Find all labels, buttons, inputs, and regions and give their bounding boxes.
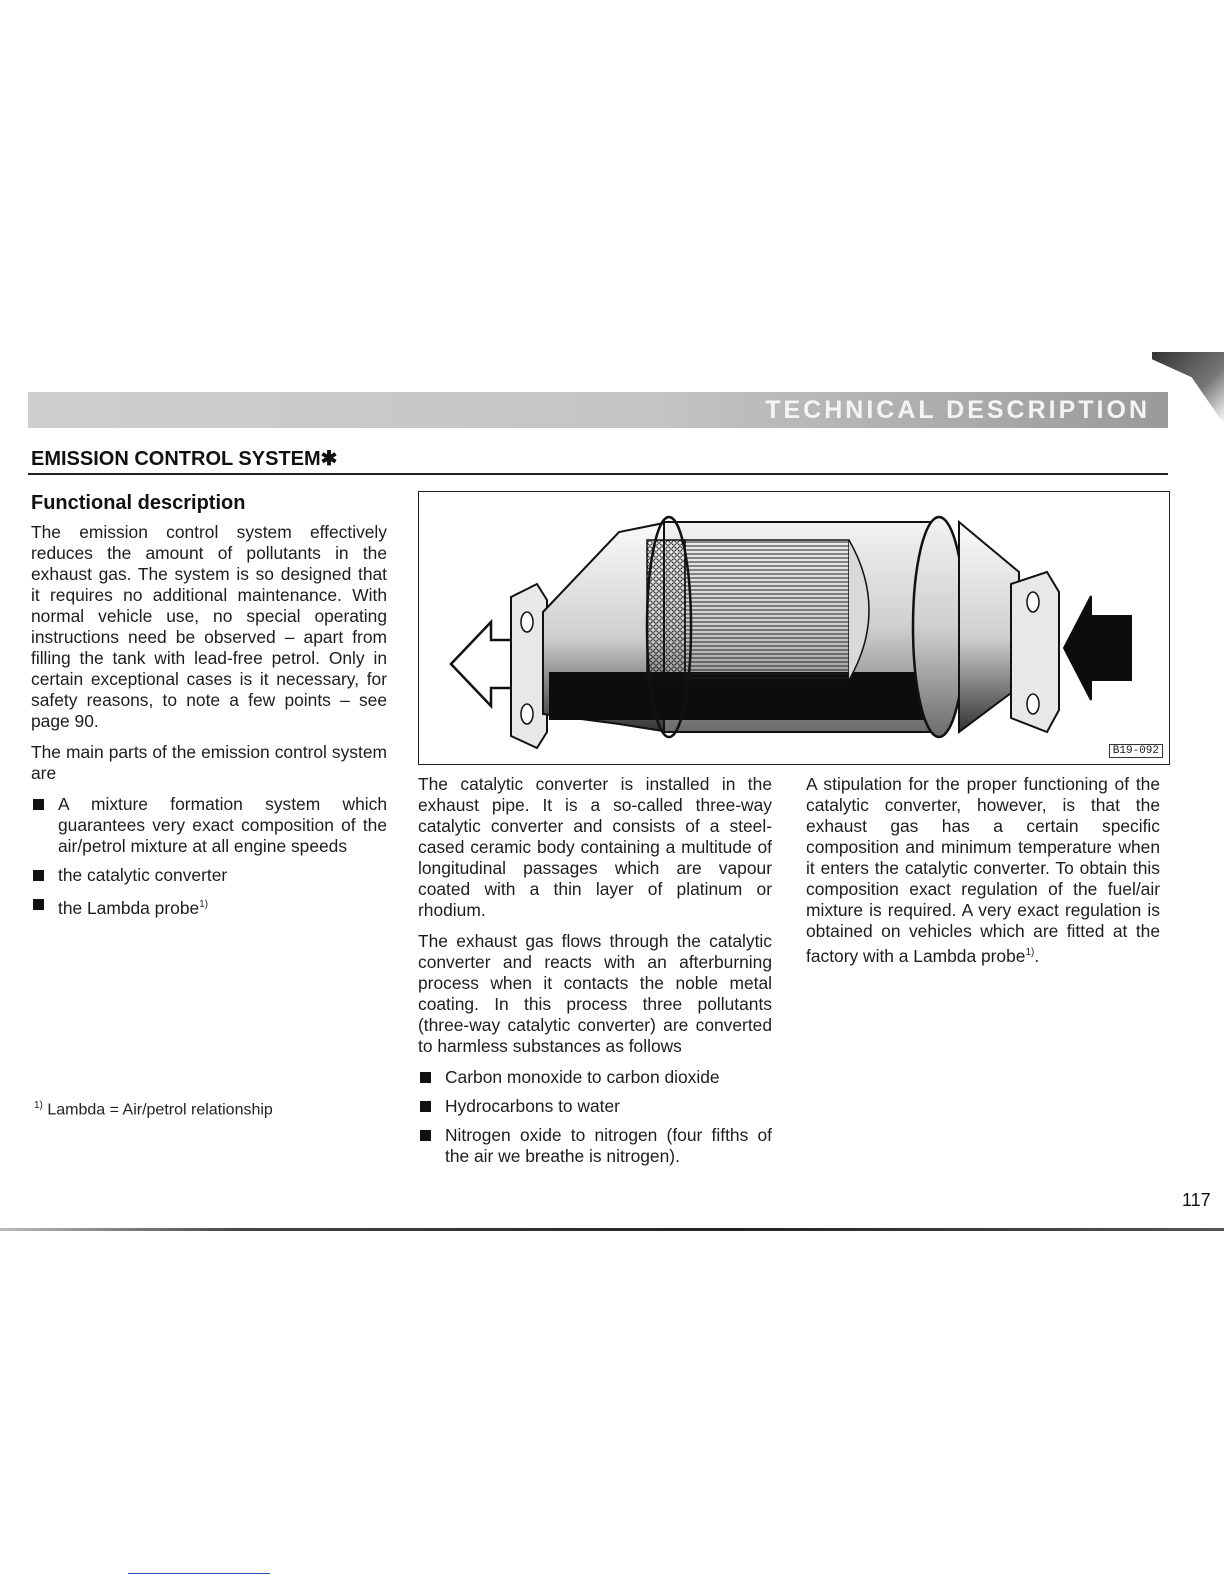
section-title: EMISSION CONTROL SYSTEM✱ [31, 448, 338, 470]
longitudinal-passages [685, 540, 849, 680]
catalytic-converter-figure [418, 491, 1170, 765]
inlet-arrow-icon [1064, 596, 1131, 700]
bullet-square-icon [420, 1101, 431, 1112]
ceramic-honeycomb [647, 540, 685, 680]
list-item [31, 865, 387, 886]
footnote-marker: 1) [1025, 947, 1035, 958]
bullet-square-icon [420, 1072, 431, 1083]
list-item-text: the Lambda probe [58, 897, 200, 918]
bullet-square-icon [33, 799, 44, 810]
main-parts-paragraph: The main parts of the emission control system are [31, 742, 387, 783]
bullet-square-icon [33, 899, 44, 910]
bullet-square-icon [420, 1130, 431, 1141]
page-number: 117 [1182, 1190, 1211, 1210]
footnote-marker: 1) [199, 899, 209, 910]
header-banner [28, 392, 1168, 428]
sentence-end: . [1034, 945, 1040, 966]
scan-edge-line [128, 1573, 270, 1574]
list-item-text: Hydrocarbons to water [445, 1096, 620, 1116]
list-item [418, 1125, 772, 1167]
subheading: Functional description [31, 492, 246, 514]
list-item [31, 794, 387, 857]
list-item-text: A mixture formation system which guarantees very exact composition of the air/petrol mixture at all engine speeds [58, 794, 387, 856]
exhaust-flow-paragraph: The exhaust gas flows through the catalytic converter and reacts with an afterburning process when it contacts the noble metal coating. In this process three pollutants (three-way catalytic converter) are converted to harmless substances as follows [418, 931, 772, 1056]
list-item [418, 1067, 772, 1088]
intro-paragraph: The emission control system effectively reduces the amount of pollutants in the exhaust gas. The system is so designed that it requires no additional maintenance. With normal vehicle use, no special operating instructions need be observed – apart from filling the tank with lead-free petrol. Only in certain exceptional cases is it necessary, for safety reasons, to note a few points – see page 90. [31, 522, 387, 731]
converter-paragraph: The catalytic converter is installed in the exhaust pipe. It is a so-called three-way catalytic converter and consists of a steel-cased ceramic body containing a multitude of longitudinal passages which are vapour coated with a thin layer of platinum or rhodium. [418, 774, 772, 920]
header-title: TECHNICAL DESCRIPTION [765, 396, 1150, 424]
left-column [31, 522, 387, 927]
bullet-square-icon [33, 870, 44, 881]
list-item-text: Nitrogen oxide to nitrogen (four fifths of the air we breathe is nitrogen). [445, 1125, 772, 1166]
footnote [34, 1100, 273, 1119]
right-column [806, 774, 1160, 977]
bottom-divider [0, 1228, 1224, 1231]
footnote-marker: 1) [34, 1100, 43, 1111]
list-item [418, 1096, 772, 1117]
figure-label: B19-092 [1109, 744, 1163, 758]
list-item-text: Carbon monoxide to carbon dioxide [445, 1067, 720, 1087]
list-item [31, 894, 387, 919]
inlet-ring [913, 517, 965, 737]
catalytic-converter-illustration [419, 492, 1169, 764]
list-item-text: the catalytic converter [58, 865, 228, 885]
middle-column [418, 774, 772, 1175]
section-divider [28, 473, 1168, 475]
stipulation-paragraph [806, 774, 1160, 967]
footnote-text: Lambda = Air/petrol relationship [47, 1101, 273, 1119]
stipulation-text: A stipulation for the proper functioning of the catalytic converter, however, is that the exhaust gas has a certain specific composition and minimum temperature when it enters the catalytic converter. To obtain this composition exact regulation of the fuel/air mixture is required. A very exact regulation is obtained on vehicles which are fitted at the factory with a Lambda probe [806, 774, 1160, 966]
